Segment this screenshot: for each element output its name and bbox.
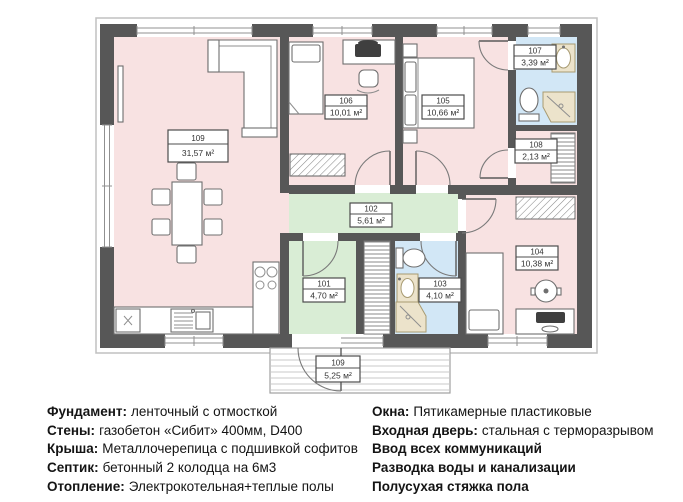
svg-text:10,01 м²: 10,01 м² — [329, 107, 363, 118]
specs-right-column — [372, 403, 654, 497]
sink-icon-2 — [397, 274, 418, 302]
spec-label: Септик: — [47, 460, 99, 476]
spec-value: Электрокотельная+теплые полы — [128, 478, 334, 494]
room-label-101 — [303, 278, 345, 302]
spec-label: Разводка воды и канализации — [372, 460, 576, 476]
room-label-107 — [514, 45, 556, 69]
spec-label: Крыша: — [47, 441, 99, 457]
room-label-porch — [316, 356, 360, 382]
svg-text:105: 105 — [436, 96, 450, 106]
desk-icon — [343, 40, 395, 64]
toilet-icon — [519, 88, 539, 121]
toilet-icon-2 — [396, 248, 425, 268]
hall-wardrobe-icon — [364, 241, 390, 334]
spec-label: Фундамент: — [47, 404, 128, 419]
spec-roof — [47, 440, 358, 459]
single-bed-icon-2 — [466, 253, 503, 334]
spec-utilities — [372, 440, 654, 459]
room-label-living — [168, 130, 228, 162]
svg-text:109: 109 — [331, 358, 345, 368]
spec-value: бетонный 2 колодца на 6м3 — [102, 460, 277, 476]
spec-septic — [47, 459, 358, 478]
spec-windows — [372, 403, 654, 422]
svg-text:31,57 м²: 31,57 м² — [181, 148, 215, 158]
room-label-108 — [515, 139, 557, 163]
svg-text:103: 103 — [433, 279, 447, 289]
spec-label: Ввод всех коммуникаций — [372, 441, 542, 457]
boiler-icon — [116, 309, 140, 332]
svg-text:108: 108 — [529, 140, 543, 150]
spec-value: Пятикамерные пластиковые — [413, 404, 592, 419]
spec-value: Металлочерепица с подшивкой софитов — [102, 441, 358, 457]
spec-plumbing — [372, 459, 654, 478]
spec-label: Отопление: — [47, 478, 125, 494]
svg-text:3,39 м²: 3,39 м² — [521, 57, 549, 68]
room-label-106 — [325, 95, 367, 119]
svg-text:4,70 м²: 4,70 м² — [310, 290, 338, 301]
desk-icon-2 — [516, 309, 574, 334]
svg-text:2,13 м²: 2,13 м² — [522, 151, 550, 162]
svg-text:5,25 м²: 5,25 м² — [324, 370, 352, 381]
spec-walls — [47, 422, 358, 441]
svg-text:109: 109 — [191, 134, 205, 143]
spec-value: стальная с терморазрывом — [481, 422, 654, 438]
spec-entrance-door — [372, 422, 654, 441]
room-label-103 — [419, 278, 461, 302]
kitchen-sink-icon — [171, 309, 213, 332]
svg-text:101: 101 — [317, 279, 331, 289]
room-label-105 — [422, 95, 464, 119]
spec-value: ленточный с отмосткой — [131, 404, 278, 419]
svg-text:4,10 м²: 4,10 м² — [426, 290, 454, 301]
specs-left-column — [47, 403, 358, 497]
tv-icon — [118, 66, 123, 122]
svg-text:107: 107 — [528, 46, 542, 56]
svg-text:10,38 м²: 10,38 м² — [520, 258, 554, 269]
spec-label: Входная дверь: — [372, 422, 478, 438]
spec-label: Окна: — [372, 404, 410, 419]
spec-label: Стены: — [47, 422, 96, 438]
room-label-104 — [516, 246, 558, 270]
spec-heating — [47, 478, 358, 497]
svg-text:10,66 м²: 10,66 м² — [426, 107, 460, 118]
room-label-102 — [350, 203, 392, 227]
spec-value: газобетон «Сибит» 400мм, D400 — [99, 422, 303, 438]
single-bed-icon — [289, 42, 323, 114]
spec-foundation — [47, 403, 358, 422]
radiator-icon — [290, 154, 345, 176]
spec-screed — [372, 478, 654, 497]
svg-text:102: 102 — [364, 204, 378, 214]
svg-text:106: 106 — [339, 96, 353, 106]
svg-text:104: 104 — [530, 247, 544, 257]
spec-label: Полусухая стяжка пола — [372, 478, 529, 494]
svg-text:5,61 м²: 5,61 м² — [357, 215, 385, 226]
wardrobe-icon — [516, 197, 575, 219]
